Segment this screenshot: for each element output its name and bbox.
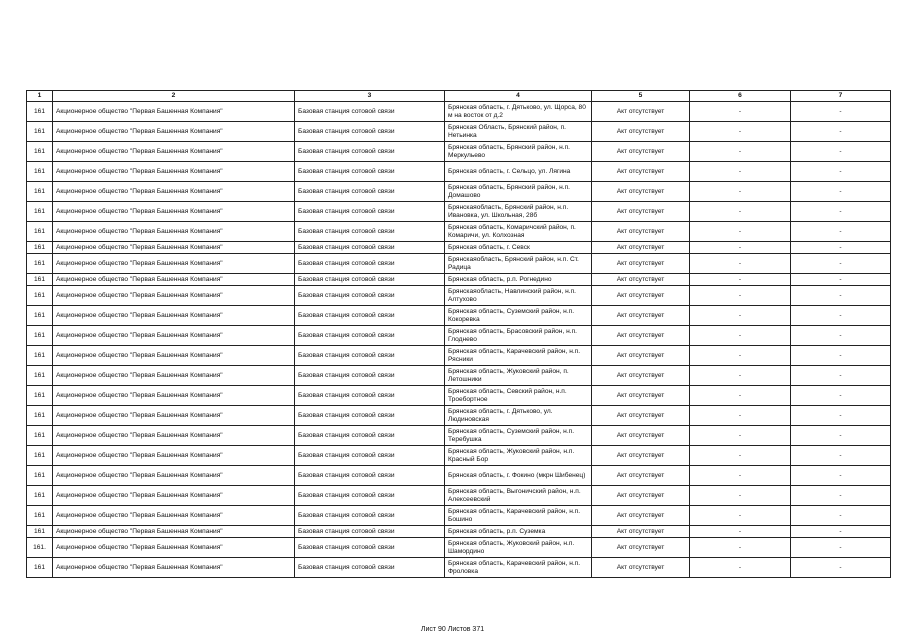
- cell-row-number: 161: [27, 366, 53, 386]
- cell-object-type: Базовая станция сотовой связи: [295, 486, 445, 506]
- cell-col-7-value: -: [791, 386, 891, 406]
- table-row: [27, 182, 891, 202]
- cell-organization: Акционерное общество "Первая Башенная Компания": [53, 558, 295, 578]
- cell-col-6-value: -: [690, 558, 791, 578]
- cell-object-type: Базовая станция сотовой связи: [295, 122, 445, 142]
- registry-table: [26, 90, 891, 578]
- cell-address: Брянскаяобласть, Навлинский район, н.п. Алтухово: [445, 286, 592, 306]
- table-row: [27, 254, 891, 274]
- cell-object-type: Базовая станция сотовой связи: [295, 182, 445, 202]
- cell-organization: Акционерное общество "Первая Башенная Компания": [53, 366, 295, 386]
- cell-object-type: Базовая станция сотовой связи: [295, 346, 445, 366]
- cell-col-6-value: -: [690, 486, 791, 506]
- table-row: [27, 558, 891, 578]
- cell-col-6-value: -: [690, 426, 791, 446]
- cell-col-7-value: -: [791, 122, 891, 142]
- cell-col-6-value: -: [690, 122, 791, 142]
- cell-col-6-value: -: [690, 202, 791, 222]
- header-col-4: 4: [445, 91, 592, 102]
- header-col-2: 2: [53, 91, 295, 102]
- table-row: [27, 486, 891, 506]
- cell-organization: Акционерное общество "Первая Башенная Компания": [53, 122, 295, 142]
- cell-col-6-value: -: [690, 286, 791, 306]
- cell-col-7-value: -: [791, 466, 891, 486]
- table-row: [27, 326, 891, 346]
- cell-object-type: Базовая станция сотовой связи: [295, 306, 445, 326]
- cell-object-type: Базовая станция сотовой связи: [295, 142, 445, 162]
- cell-row-number: 161.: [27, 538, 53, 558]
- cell-col-6-value: -: [690, 102, 791, 122]
- cell-address: Брянская область, Брянский район, н.п. Домашово: [445, 182, 592, 202]
- cell-act-status: Акт отсутствует: [592, 346, 690, 366]
- cell-address: Брянская область, Карачевский район, н.п. Бошино: [445, 506, 592, 526]
- cell-col-6-value: -: [690, 386, 791, 406]
- cell-col-7-value: -: [791, 274, 891, 286]
- table-row: [27, 274, 891, 286]
- cell-address: Брянская область, р.п. Рогнедино: [445, 274, 592, 286]
- cell-organization: Акционерное общество "Первая Башенная Компания": [53, 346, 295, 366]
- table-row: [27, 538, 891, 558]
- cell-act-status: Акт отсутствует: [592, 486, 690, 506]
- cell-object-type: Базовая станция сотовой связи: [295, 326, 445, 346]
- cell-object-type: Базовая станция сотовой связи: [295, 386, 445, 406]
- cell-row-number: 161: [27, 286, 53, 306]
- cell-col-6-value: -: [690, 306, 791, 326]
- cell-object-type: Базовая станция сотовой связи: [295, 202, 445, 222]
- cell-row-number: 161: [27, 386, 53, 406]
- cell-col-6-value: -: [690, 326, 791, 346]
- table-row: [27, 466, 891, 486]
- cell-address: Брянская область, Севский район, н.п. Троебортное: [445, 386, 592, 406]
- table-row: [27, 202, 891, 222]
- table-row: [27, 406, 891, 426]
- cell-object-type: Базовая станция сотовой связи: [295, 102, 445, 122]
- table-row: [27, 506, 891, 526]
- cell-act-status: Акт отсутствует: [592, 466, 690, 486]
- cell-row-number: 161: [27, 162, 53, 182]
- cell-row-number: 161: [27, 142, 53, 162]
- cell-object-type: Базовая станция сотовой связи: [295, 526, 445, 538]
- cell-col-7-value: -: [791, 242, 891, 254]
- table-row: [27, 242, 891, 254]
- cell-col-6-value: -: [690, 162, 791, 182]
- cell-object-type: Базовая станция сотовой связи: [295, 538, 445, 558]
- cell-address: Брянская область, Жуковский район, н.п. Шамордино: [445, 538, 592, 558]
- cell-row-number: 161: [27, 506, 53, 526]
- cell-address: Брянская область, Карачевский район, н.п. Фроловка: [445, 558, 592, 578]
- cell-col-7-value: -: [791, 182, 891, 202]
- cell-act-status: Акт отсутствует: [592, 222, 690, 242]
- cell-address: Брянская область, г. Дятьково, ул. Щорса, 80 м на восток от д.2: [445, 102, 592, 122]
- cell-row-number: 161: [27, 446, 53, 466]
- cell-col-7-value: -: [791, 254, 891, 274]
- cell-object-type: Базовая станция сотовой связи: [295, 466, 445, 486]
- cell-col-7-value: -: [791, 526, 891, 538]
- header-col-3: 3: [295, 91, 445, 102]
- cell-row-number: 161: [27, 326, 53, 346]
- cell-col-7-value: -: [791, 506, 891, 526]
- cell-organization: Акционерное общество "Первая Башенная Компания": [53, 426, 295, 446]
- cell-object-type: Базовая станция сотовой связи: [295, 406, 445, 426]
- cell-object-type: Базовая станция сотовой связи: [295, 254, 445, 274]
- cell-object-type: Базовая станция сотовой связи: [295, 162, 445, 182]
- cell-col-6-value: -: [690, 366, 791, 386]
- cell-act-status: Акт отсутствует: [592, 162, 690, 182]
- cell-act-status: Акт отсутствует: [592, 326, 690, 346]
- cell-col-6-value: -: [690, 506, 791, 526]
- cell-organization: Акционерное общество "Первая Башенная Компания": [53, 538, 295, 558]
- table-header: [27, 91, 891, 102]
- cell-address: Брянская область, Выгоничский район, н.п. Алексеевский: [445, 486, 592, 506]
- cell-organization: Акционерное общество "Первая Башенная Компания": [53, 274, 295, 286]
- cell-object-type: Базовая станция сотовой связи: [295, 286, 445, 306]
- cell-object-type: Базовая станция сотовой связи: [295, 366, 445, 386]
- cell-act-status: Акт отсутствует: [592, 142, 690, 162]
- header-col-6: 6: [690, 91, 791, 102]
- cell-col-7-value: -: [791, 346, 891, 366]
- cell-act-status: Акт отсутствует: [592, 526, 690, 538]
- cell-organization: Акционерное общество "Первая Башенная Компания": [53, 506, 295, 526]
- cell-col-7-value: -: [791, 102, 891, 122]
- cell-address: Брянская область, г. Сельцо, ул. Лягина: [445, 162, 592, 182]
- table-row: [27, 102, 891, 122]
- cell-col-7-value: -: [791, 366, 891, 386]
- cell-col-6-value: -: [690, 446, 791, 466]
- cell-col-7-value: -: [791, 286, 891, 306]
- table-row: [27, 142, 891, 162]
- cell-address: Брянскаяобласть, Брянский район, н.п. Ст. Радица: [445, 254, 592, 274]
- table-row: [27, 122, 891, 142]
- cell-col-6-value: -: [690, 142, 791, 162]
- cell-col-7-value: -: [791, 222, 891, 242]
- cell-address: Брянская область, Жуковский район, п. Летошники: [445, 366, 592, 386]
- cell-address: Брянская область, г. Фокино (мкрн Шибенец): [445, 466, 592, 486]
- cell-address: Брянская область, Брасовский район, н.п. Глоднево: [445, 326, 592, 346]
- cell-col-7-value: -: [791, 446, 891, 466]
- cell-organization: Акционерное общество "Первая Башенная Компания": [53, 286, 295, 306]
- cell-row-number: 161: [27, 426, 53, 446]
- cell-col-6-value: -: [690, 254, 791, 274]
- cell-organization: Акционерное общество "Первая Башенная Компания": [53, 406, 295, 426]
- cell-organization: Акционерное общество "Первая Башенная Компания": [53, 162, 295, 182]
- table-row: [27, 286, 891, 306]
- cell-object-type: Базовая станция сотовой связи: [295, 222, 445, 242]
- cell-col-7-value: -: [791, 486, 891, 506]
- cell-row-number: 161: [27, 102, 53, 122]
- cell-col-7-value: -: [791, 202, 891, 222]
- cell-address: Брянская область, р.п. Суземка: [445, 526, 592, 538]
- cell-act-status: Акт отсутствует: [592, 102, 690, 122]
- cell-row-number: 161: [27, 254, 53, 274]
- cell-row-number: 161: [27, 242, 53, 254]
- cell-row-number: 161: [27, 466, 53, 486]
- cell-organization: Акционерное общество "Первая Башенная Компания": [53, 142, 295, 162]
- cell-act-status: Акт отсутствует: [592, 558, 690, 578]
- table-row: [27, 446, 891, 466]
- header-col-5: 5: [592, 91, 690, 102]
- cell-organization: Акционерное общество "Первая Башенная Компания": [53, 242, 295, 254]
- cell-col-6-value: -: [690, 182, 791, 202]
- header-col-7: 7: [791, 91, 891, 102]
- cell-col-6-value: -: [690, 526, 791, 538]
- cell-col-7-value: -: [791, 142, 891, 162]
- cell-organization: Акционерное общество "Первая Башенная Компания": [53, 306, 295, 326]
- cell-address: Брянская область, Суземский район, н.п. Кокоревка: [445, 306, 592, 326]
- cell-row-number: 161: [27, 486, 53, 506]
- cell-address: Брянская область, Суземский район, н.п. Теребушка: [445, 426, 592, 446]
- cell-act-status: Акт отсутствует: [592, 426, 690, 446]
- cell-object-type: Базовая станция сотовой связи: [295, 426, 445, 446]
- cell-act-status: Акт отсутствует: [592, 366, 690, 386]
- cell-address: Брянская область, Брянский район, н.п. Меркульево: [445, 142, 592, 162]
- cell-col-7-value: -: [791, 426, 891, 446]
- cell-organization: Акционерное общество "Первая Башенная Компания": [53, 386, 295, 406]
- cell-act-status: Акт отсутствует: [592, 274, 690, 286]
- cell-act-status: Акт отсутствует: [592, 446, 690, 466]
- cell-act-status: Акт отсутствует: [592, 242, 690, 254]
- cell-col-6-value: -: [690, 274, 791, 286]
- cell-organization: Акционерное общество "Первая Башенная Компания": [53, 182, 295, 202]
- cell-address: Брянская Область, Брянский район, п. Нетьинка: [445, 122, 592, 142]
- cell-object-type: Базовая станция сотовой связи: [295, 274, 445, 286]
- cell-organization: Акционерное общество "Первая Башенная Компания": [53, 446, 295, 466]
- cell-organization: Акционерное общество "Первая Башенная Компания": [53, 202, 295, 222]
- cell-act-status: Акт отсутствует: [592, 406, 690, 426]
- cell-organization: Акционерное общество "Первая Башенная Компания": [53, 326, 295, 346]
- cell-row-number: 161: [27, 346, 53, 366]
- table-row: [27, 222, 891, 242]
- cell-act-status: Акт отсутствует: [592, 286, 690, 306]
- cell-row-number: 161: [27, 306, 53, 326]
- cell-object-type: Базовая станция сотовой связи: [295, 242, 445, 254]
- cell-row-number: 161: [27, 406, 53, 426]
- cell-col-6-value: -: [690, 406, 791, 426]
- cell-act-status: Акт отсутствует: [592, 506, 690, 526]
- cell-row-number: 161: [27, 182, 53, 202]
- cell-act-status: Акт отсутствует: [592, 122, 690, 142]
- table-row: [27, 346, 891, 366]
- cell-organization: Акционерное общество "Первая Башенная Компания": [53, 486, 295, 506]
- cell-address: Брянская область, Карачевский район, н.п. Рясники: [445, 346, 592, 366]
- cell-act-status: Акт отсутствует: [592, 182, 690, 202]
- table-row: [27, 386, 891, 406]
- cell-organization: Акционерное общество "Первая Башенная Компания": [53, 254, 295, 274]
- cell-act-status: Акт отсутствует: [592, 306, 690, 326]
- cell-organization: Акционерное общество "Первая Башенная Компания": [53, 526, 295, 538]
- cell-organization: Акционерное общество "Первая Башенная Компания": [53, 102, 295, 122]
- cell-col-7-value: -: [791, 306, 891, 326]
- cell-address: Брянская область, г. Дятьково, ул. Людиновская: [445, 406, 592, 426]
- table-row: [27, 426, 891, 446]
- cell-address: Брянская область, Жуковский район, н.п. Красный Бор: [445, 446, 592, 466]
- cell-col-6-value: -: [690, 242, 791, 254]
- cell-object-type: Базовая станция сотовой связи: [295, 506, 445, 526]
- cell-act-status: Акт отсутствует: [592, 386, 690, 406]
- cell-col-6-value: -: [690, 538, 791, 558]
- cell-col-7-value: -: [791, 162, 891, 182]
- cell-row-number: 161: [27, 222, 53, 242]
- cell-col-7-value: -: [791, 558, 891, 578]
- header-row: [27, 91, 891, 102]
- table-body: [27, 102, 891, 578]
- cell-act-status: Акт отсутствует: [592, 202, 690, 222]
- cell-act-status: Акт отсутствует: [592, 254, 690, 274]
- cell-col-7-value: -: [791, 538, 891, 558]
- cell-object-type: Базовая станция сотовой связи: [295, 446, 445, 466]
- cell-col-7-value: -: [791, 406, 891, 426]
- cell-col-6-value: -: [690, 346, 791, 366]
- cell-organization: Акционерное общество "Первая Башенная Компания": [53, 466, 295, 486]
- cell-row-number: 161: [27, 122, 53, 142]
- table-row: [27, 526, 891, 538]
- cell-address: Брянская область, Комаричский район, п. Комаричи, ул. Колхозная: [445, 222, 592, 242]
- table-row: [27, 306, 891, 326]
- cell-act-status: Акт отсутствует: [592, 538, 690, 558]
- cell-row-number: 161: [27, 202, 53, 222]
- page-counter: Лист 90 Листов 371: [420, 626, 485, 633]
- cell-row-number: 161: [27, 526, 53, 538]
- cell-address: Брянская область, г. Севск: [445, 242, 592, 254]
- cell-row-number: 161: [27, 558, 53, 578]
- cell-object-type: Базовая станция сотовой связи: [295, 558, 445, 578]
- table-row: [27, 162, 891, 182]
- cell-row-number: 161: [27, 274, 53, 286]
- header-col-1: 1: [27, 91, 53, 102]
- table-row: [27, 366, 891, 386]
- cell-col-6-value: -: [690, 222, 791, 242]
- cell-col-6-value: -: [690, 466, 791, 486]
- cell-col-7-value: -: [791, 326, 891, 346]
- cell-organization: Акционерное общество "Первая Башенная Компания": [53, 222, 295, 242]
- cell-address: Брянскаяобласть, Брянский район, н.п. Ивановка, ул. Школьная, 28б: [445, 202, 592, 222]
